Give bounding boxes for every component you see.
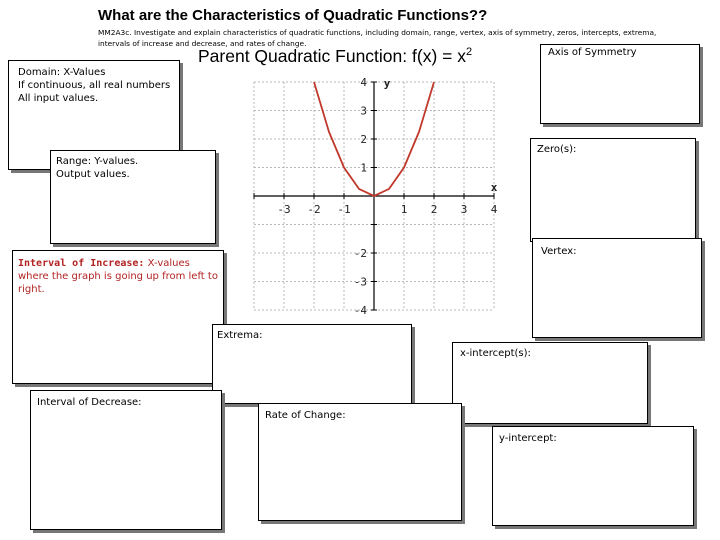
x-tick-label: 3 (460, 203, 468, 216)
y-tick-label: 1 (360, 161, 367, 175)
y-tick-label: 2 (360, 133, 367, 146)
x-tick-label: 4 (490, 203, 498, 216)
interval-decrease-box[interactable] (30, 390, 222, 530)
y-tick-label: 4 (360, 76, 367, 89)
parent-function-exponent: 2 (465, 46, 473, 59)
page-title: What are the Characteristics of Quadratic Functions?? (98, 7, 488, 24)
interval-decrease-label: Interval of Decrease: (37, 397, 142, 408)
standard-text: MM2A3c. Investigate and explain characteristics of quadratic functions, including domain, range, vertex, axis of symmetry, zeros, intercepts, extrema, intervals of increase and decrease, and rates of change. (98, 28, 657, 48)
vertex-label: Vertex: (541, 246, 577, 257)
zeros-label: Zero(s): (537, 144, 577, 155)
rate-of-change-label: Rate of Change: (265, 410, 346, 421)
x-tick-label: -3 (277, 203, 291, 216)
axis-of-symmetry-label: Axis of Symmetry (548, 47, 637, 58)
domain-note-1: If continuous, all real numbers (18, 80, 171, 91)
x-axis-label: x (490, 181, 498, 194)
x-tick-label: 2 (430, 203, 438, 216)
parent-function-text: Parent Quadratic Function: f(x) = x (198, 46, 466, 66)
y-tick-label: -4 (353, 304, 367, 317)
x-tick-label: -1 (337, 203, 351, 216)
interval-increase-label (18, 257, 218, 296)
interval-increase-title: Interval of Increase: (18, 258, 145, 269)
x-intercepts-label: x-intercept(s): (460, 348, 531, 359)
x-tick-label: 1 (400, 203, 408, 216)
y-axis-label: y (383, 77, 391, 90)
interval-increase-note: X-values where the graph is going up from left to right. (18, 258, 218, 295)
y-tick-label: -3 (353, 275, 367, 289)
y-tick-label: -2 (353, 247, 367, 260)
extrema-label: Extrema: (217, 330, 263, 341)
x-tick-label: -2 (307, 203, 321, 216)
domain-label: Domain: X-Values (18, 67, 106, 78)
y-intercept-label: y-intercept: (499, 433, 557, 444)
y-tick-label: 3 (360, 104, 367, 118)
range-label: Range: Y-values. Output values. (56, 156, 139, 180)
domain-note-2: All input values. (18, 93, 99, 104)
